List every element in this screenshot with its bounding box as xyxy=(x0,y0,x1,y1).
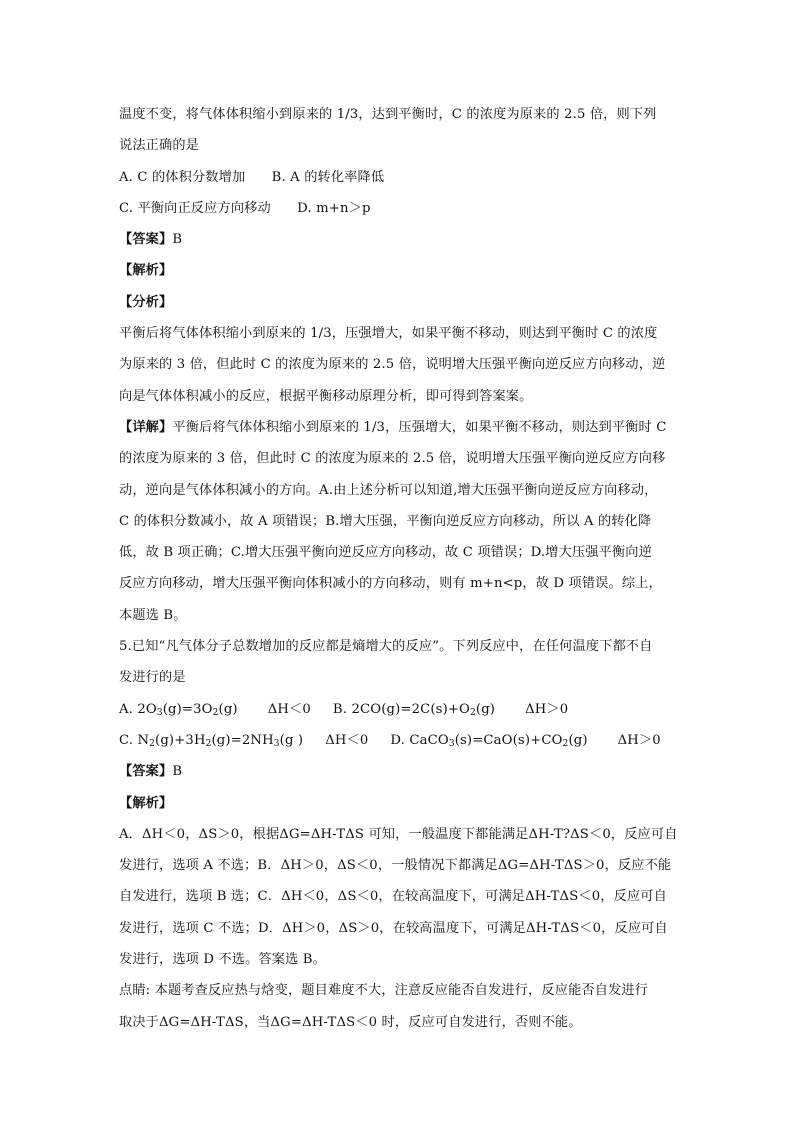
q5-stem-line-2: 发进行的是 xyxy=(119,670,186,686)
q4-fenxi-line: 为原来的 3 倍，但此时 C 的浓度为原来的 2.5 倍，说明增大压强平衡向逆反应方向移动，逆 xyxy=(119,357,666,373)
q4-option-d: D. m+n＞p xyxy=(297,200,371,216)
q4-xiangjie-line: 反应方向移动，增大压强平衡向体积减小的方向移动，则有 m+n<p，故 D 项错误。综上， xyxy=(119,576,662,592)
q5-stem-line-1: 5.已知“凡气体分子总数增加的反应都是熵增大的反应”。下列反应中，在任何温度下都不自 xyxy=(119,639,653,655)
q5-option-c-dh: ΔH＜0 xyxy=(325,732,369,748)
q5-option-b-dh: ΔH＞0 xyxy=(525,701,569,717)
q5-option-d-dh: ΔH＞0 xyxy=(617,732,661,748)
q5-option-b: B. $2CO(g)=2C(s)+O_2(g)$ xyxy=(332,701,496,718)
answer-value: B xyxy=(172,232,183,248)
q4-options-cd xyxy=(119,193,679,224)
q5-jiexi-line: A．ΔH＜0，ΔS＞0，根据ΔG=ΔH-TΔS 可知，一般温度下都能满足ΔH-T?ΔS＜0，反应可自 xyxy=(119,826,678,842)
q5-jiexi-line: 发进行，选项 C 不选；D．ΔH＞0，ΔS＞0，在较高温度下，可满足ΔH-TΔS＜0，反应可自 xyxy=(119,920,668,936)
q5-dianjing-line: 点睛: 本题考查反应热与焓变，题目难度不大，注意反应能否自发进行，反应能否自发进行 xyxy=(119,983,649,999)
q4-xiangjie-line: C 的体积分数减小，故 A 项错误；B.增大压强，平衡向逆反应方向移动，所以 A 的转化降 xyxy=(119,513,652,529)
q5-jiexi-line: 自发进行，选项 B 选；C．ΔH＜0，ΔS＜0，在较高温度下，可满足ΔH-TΔS＜0，反应可自 xyxy=(119,889,667,905)
answer-tag: 【答案】 xyxy=(119,764,173,780)
q5-option-d: D. $CaCO_3(s)=CaO(s)+CO_2(g)$ xyxy=(390,732,588,749)
q4-xiangjie-line: 本题选 B。 xyxy=(119,607,187,623)
q4-option-a: A. C 的体积分数增加 xyxy=(119,169,246,185)
q4-option-c: C. 平衡向正反应方向移动 xyxy=(119,200,271,216)
q5-option-c: C. $N_2(g)+3H_2(g)=2NH_3(g$ ) xyxy=(119,732,304,749)
q4-xiangjie-line: 的浓度为原来的 3 倍，但此时 C 的浓度为原来的 2.5 倍，说明增大压强平衡向逆反应方向移 xyxy=(119,451,666,467)
xiangjie-text: 平衡后将气体体积缩小到原来的 1/3，压强增大，如果平衡不移动，则达到平衡时 C xyxy=(172,419,667,435)
q5-jiexi-tag: 【解析】 xyxy=(119,795,173,811)
q4-xiangjie-first-line xyxy=(119,412,679,443)
q4-fenxi-tag: 【分析】 xyxy=(119,294,173,310)
q4-fenxi-line: 平衡后将气体体积缩小到原来的 1/3，压强增大，如果平衡不移动，则达到平衡时 C 的浓度 xyxy=(119,326,658,342)
q5-jiexi-line: 发进行，选项 D 不选。答案选 B。 xyxy=(119,952,326,968)
q4-fenxi-line: 向是气体体积减小的反应，根据平衡移动原理分析，即可得到答案案。 xyxy=(119,388,533,404)
q4-stem-line-1: 温度不变，将气体体积缩小到原来的 1/3，达到平衡时，C 的浓度为原来的 2.5 倍，则下列 xyxy=(119,107,657,122)
q5-jiexi-line: 发进行，选项 A 不选；B．ΔH＞0，ΔS＜0，一般情况下都满足ΔG=ΔH-TΔS＞0，反应不能 xyxy=(119,858,672,874)
q4-options-ab xyxy=(119,162,679,193)
q4-option-b: B. A 的转化率降低 xyxy=(271,169,385,185)
q4-stem-line-2: 说法正确的是 xyxy=(119,138,200,154)
xiangjie-tag: 【详解】 xyxy=(119,419,173,435)
q5-options-cd xyxy=(119,725,679,756)
answer-value: B xyxy=(172,764,183,780)
q4-xiangjie-line: 动，逆向是气体体积减小的方向。A.由上述分析可以知道,增大压强平衡向逆反应方向移动， xyxy=(119,482,658,498)
q4-answer xyxy=(119,224,679,255)
q4-jiexi-tag: 【解析】 xyxy=(119,263,173,279)
q5-option-a: A. $2O_3(g)=3O_2(g)$ xyxy=(119,701,238,718)
answer-tag: 【答案】 xyxy=(119,232,173,248)
q5-dianjing-line: 取决于ΔG=ΔH-TΔS，当ΔG=ΔH-TΔS＜0 时，反应可自发进行，否则不能。 xyxy=(119,1014,582,1030)
q4-xiangjie-line: 低，故 B 项正确；C.增大压强平衡向逆反应方向移动，故 C 项错误；D.增大压强平衡向逆 xyxy=(119,545,652,561)
q5-answer xyxy=(119,756,679,787)
q5-options-ab xyxy=(119,694,679,725)
document-page xyxy=(119,99,679,1038)
q5-option-a-dh: ΔH＜0 xyxy=(267,701,311,717)
